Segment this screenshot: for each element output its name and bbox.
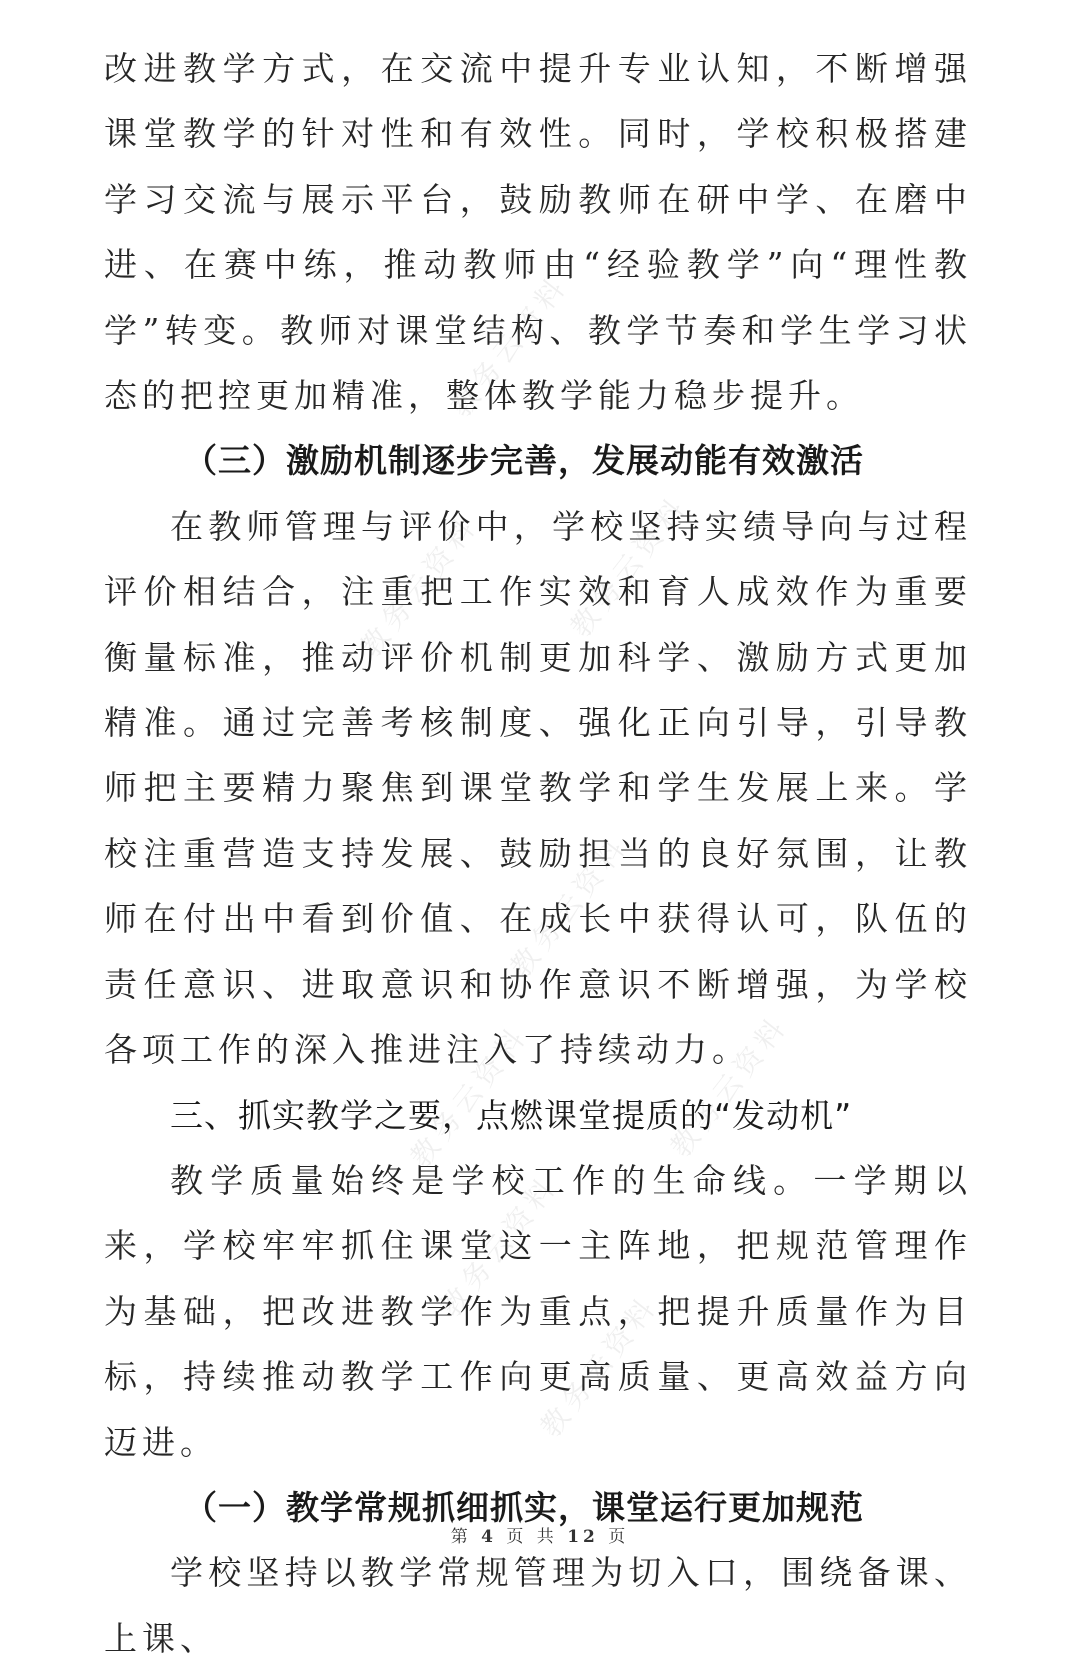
watermark-text: 教务云资料	[443, 269, 575, 424]
body-paragraph: 学校坚持以教学常规管理为切入口，围绕备课、上课、	[104, 1553, 972, 1658]
body-paragraph: 在教师管理与评价中，学校坚持实绩导向与过程评价相结合，注重把工作实效和育人成效作为重要衡量标准，推动评价机制更加科学、激励方式更加精准。通过完善考核制度、强化正向引导，引导教师把主要精力聚焦到课堂教学和学生发展上来。学校注重营造支持发展、鼓励担当的良好氛围，让教师在付出中看到价值、在成长中获得认可，队伍的责任意识、进取意识和协作意识不断增强，为学校各项工作的深入推进注入了持续动力。	[104, 506, 972, 1070]
watermark-text: 教务云资料	[563, 489, 695, 644]
watermark-text: 教务云资料	[533, 1289, 665, 1444]
watermark-text: 教务云资料	[503, 829, 635, 984]
watermark-text: 教务云资料	[433, 1169, 565, 1324]
footer-prefix: 第	[450, 1527, 472, 1547]
total-page-count: 12	[567, 1527, 599, 1547]
watermark-text: 教务云资料	[403, 1019, 535, 1174]
body-paragraph: 改进教学方式，在交流中提升专业认知，不断增强课堂教学的针对性和有效性。同时，学校积极搭建学习交流与展示平台，鼓励教师在研中学、在磨中进、在赛中练，推动教师由“经验教学”向“理性教学”转变。教师对课堂结构、教学节奏和学生学习状态的把控更加精准，整体教学能力稳步提升。	[104, 49, 972, 416]
watermark-text: 教务云资料	[663, 1009, 795, 1164]
footer-middle: 页 共	[506, 1527, 558, 1547]
body-paragraph: 教学质量始终是学校工作的生命线。一学期以来，学校牢牢抓住课堂这一主阵地，把规范管理作为基础，把改进教学作为重点，把提升质量作为目标，持续推动教学工作向更高质量、更高效益方向迈进。	[104, 1160, 972, 1462]
subsection-heading: （一）教学常规抓细抓实，课堂运行更加规范	[184, 1487, 864, 1527]
subsection-heading: （三）激励机制逐步完善，发展动能有效激活	[184, 441, 864, 481]
section-heading: 三、抓实教学之要，点燃课堂提质的“发动机”	[170, 1095, 853, 1135]
document-body	[104, 36, 972, 1671]
current-page-number: 4	[481, 1527, 497, 1547]
page-footer	[0, 1522, 1080, 1547]
watermark-text: 教务云资料	[353, 509, 485, 664]
footer-suffix: 页	[608, 1527, 630, 1547]
